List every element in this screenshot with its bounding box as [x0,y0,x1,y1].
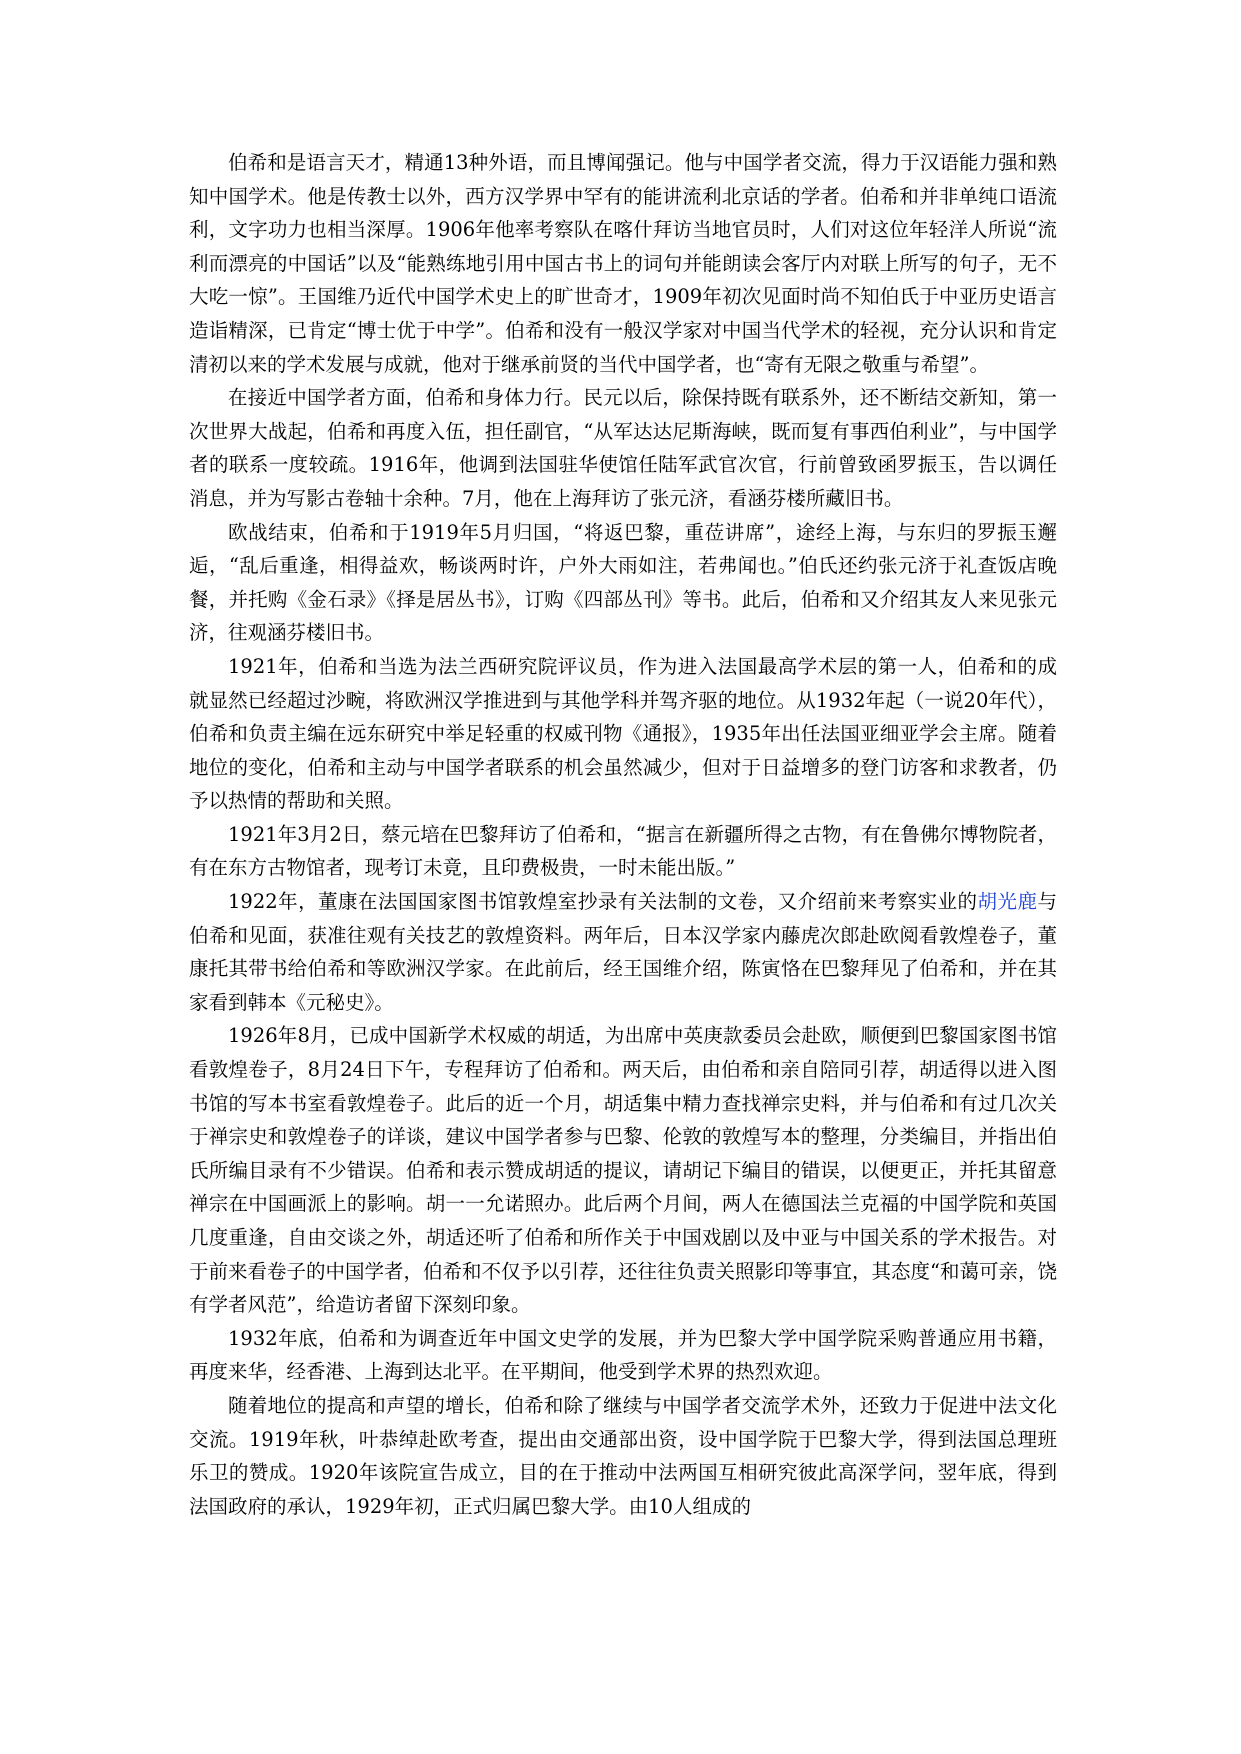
paragraph-1: 伯希和是语言天才，精通13种外语，而且博闻强记。他与中国学者交流，得力于汉语能力强和熟知中国学术。他是传教士以外，西方汉学界中罕有的能讲流利北京话的学者。伯希和并非单纯口语流利，文字功力也相当深厚。1906年他率考察队在喀什拜访当地官员时，人们对这位年轻洋人所说“流利而漂亮的中国话”以及“能熟练地引用中国古书上的词句并能朗读会客厅内对联上所写的句子，无不大吃一惊”。王国维乃近代中国学术史上的旷世奇才，1909年初次见面时尚不知伯氏于中亚历史语言造诣精深，已肯定“博士优于中学”。伯希和没有一般汉学家对中国当代学术的轻视，充分认识和肯定清初以来的学术发展与成就，他对于继承前贤的当代中国学者，也“寄有无限之敬重与希望”。 [189,151,1057,376]
paragraph-7: 1926年8月，已成中国新学术权威的胡适，为出席中英庚款委员会赴欧，顺便到巴黎国家图书馆看敦煌卷子，8月24日下午，专程拜访了伯希和。两天后，由伯希和亲自陪同引荐，胡适得以进入图书馆的写本书室看敦煌卷子。此后的近一个月，胡适集中精力查找禅宗史料，并与伯希和有过几次关于禅宗史和敦煌卷子的详谈，建议中国学者参与巴黎、伦敦的敦煌写本的整理，分类编目，并指出伯氏所编目录有不少错误。伯希和表示赞成胡适的提议，请胡记下编目的错误，以便更正，并托其留意禅宗在中国画派上的影响。胡一一允诺照办。此后两个月间，两人在德国法兰克福的中国学院和英国几度重逢，自由交谈之外，胡适还听了伯希和所作关于中国戏剧以及中亚与中国关系的学术报告。对于前来看卷子的中国学者，伯希和不仅予以引荐，还往往负责关照影印等事宜，其态度“和蔼可亲，饶有学者风范”，给造访者留下深刻印象。 [189,1024,1057,1317]
paragraph-3: 欧战结束，伯希和于1919年5月归国，“将返巴黎，重莅讲席”，途经上海，与东归的罗振玉邂逅，“乱后重逢，相得益欢，畅谈两时许，户外大雨如注，若弗闻也。”伯氏还约张元济于礼查饭店晚餐，并托购《金石录》《择是居丛书》，订购《四部丛刊》等书。此后，伯希和又介绍其友人来见张元济，往观涵芬楼旧书。 [189,520,1057,645]
paragraph-6 [189,885,1057,1019]
paragraph-8: 1932年底，伯希和为调查近年中国文史学的发展，并为巴黎大学中国学院采购普通应用书籍，再度来华，经香港、上海到达北平。在平期间，他受到学术界的热烈欢迎。 [189,1326,1057,1384]
paragraph-6-text-after: 与伯希和见面，获准往观有关技艺的敦煌资料。两年后，日本汉学家内藤虎次郎赴欧阅看敦煌卷子，董康托其带书给伯希和等欧洲汉学家。在此前后，经王国维介绍，陈寅恪在巴黎拜见了伯希和，并在其家看到韩本《元秘史》。 [189,890,1057,1014]
paragraph-5: 1921年3月2日，蔡元培在巴黎拜访了伯希和，“据言在新疆所得之古物，有在鲁佛尔博物院者，有在东方古物馆者，现考订未竟，且印费极贵，一时未能出版。” [189,822,1057,880]
article-body [189,146,1057,1523]
paragraph-4: 1921年，伯希和当选为法兰西研究院评议员，作为进入法国最高学术层的第一人，伯希和的成就显然已经超过沙畹，将欧洲汉学推进到与其他学科并驾齐驱的地位。从1932年起（一说20年代），伯希和负责主编在远东研究中举足轻重的权威刊物《通报》，1935年出任法国亚细亚学会主席。随着地位的变化，伯希和主动与中国学者联系的机会虽然减少，但对于日益增多的登门访客和求教者，仍予以热情的帮助和关照。 [189,654,1057,813]
paragraph-9: 随着地位的提高和声望的增长，伯希和除了继续与中国学者交流学术外，还致力于促进中法文化交流。1919年秋，叶恭绰赴欧考查，提出由交通部出资，设中国学院于巴黎大学，得到法国总理班乐卫的赞成。1920年该院宣告成立，目的在于推动中法两国互相研究彼此高深学问，翌年底，得到法国政府的承认，1929年初，正式归属巴黎大学。由10人组成的 [189,1393,1057,1518]
paragraph-2: 在接近中国学者方面，伯希和身体力行。民元以后，除保持既有联系外，还不断结交新知，第一次世界大战起，伯希和再度入伍，担任副官，“从军达达尼斯海峡，既而复有事西伯利业”，与中国学者的联系一度较疏。1916年，他调到法国驻华使馆任陆军武官次官，行前曾致函罗振玉，告以调任消息，并为写影古卷轴十余种。7月，他在上海拜访了张元济，看涵芬楼所藏旧书。 [189,386,1057,510]
hu-guanglu-link[interactable]: 胡光鹿 [977,890,1038,914]
paragraph-6-text-before: 1922年，董康在法国国家图书馆敦煌室抄录有关法制的文卷，又介绍前来考察实业的 [228,890,978,914]
